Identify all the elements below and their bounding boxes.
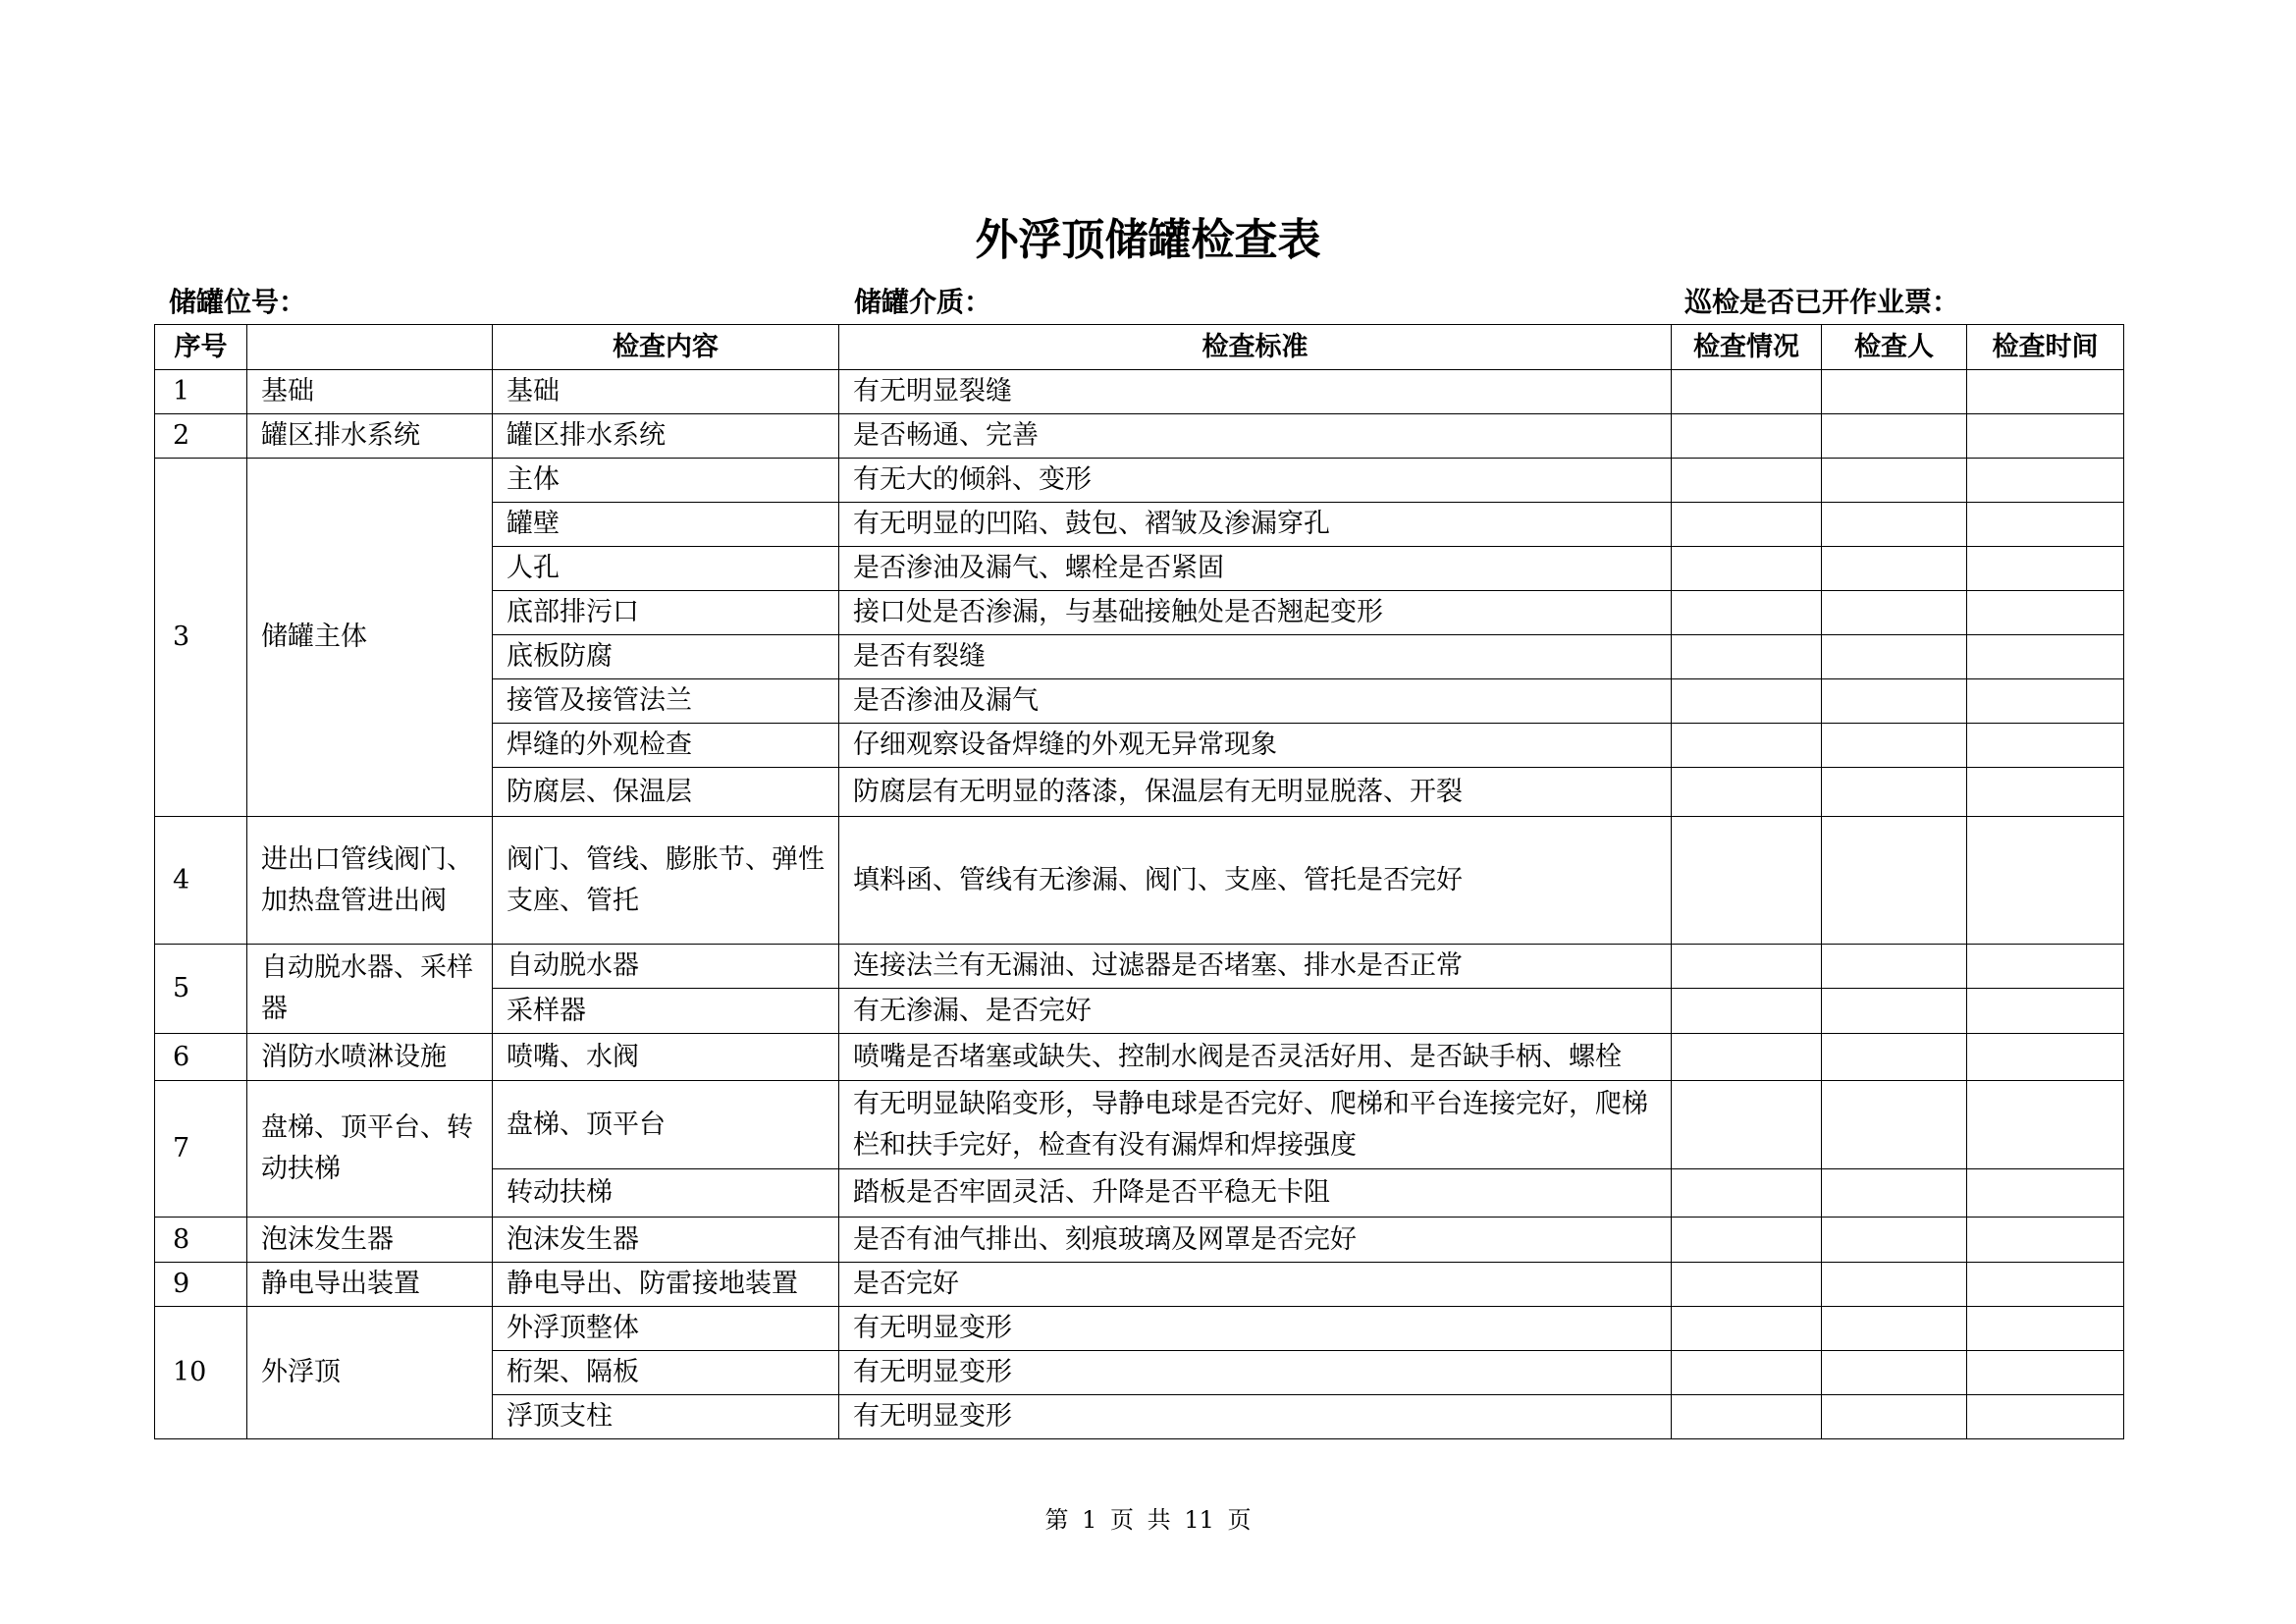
row-status-cell[interactable] (1672, 1351, 1822, 1395)
table-row (155, 459, 2124, 503)
row-item-cell: 进出口管线阀门、加热盘管进出阀 (247, 817, 493, 945)
row-inspector-cell[interactable] (1822, 945, 1967, 989)
row-content-cell: 阀门、管线、膨胀节、弹性支座、管托 (493, 817, 839, 945)
row-time-cell[interactable] (1967, 635, 2124, 679)
row-item-cell: 盘梯、顶平台、转动扶梯 (247, 1081, 493, 1218)
row-standard-cell: 有无明显变形 (839, 1351, 1672, 1395)
row-standard-cell: 防腐层有无明显的落漆，保温层有无明显脱落、开裂 (839, 768, 1672, 817)
row-standard-cell: 填料函、管线有无渗漏、阀门、支座、管托是否完好 (839, 817, 1672, 945)
row-time-cell[interactable] (1967, 503, 2124, 547)
row-content-cell: 浮顶支柱 (493, 1395, 839, 1439)
row-time-cell[interactable] (1967, 370, 2124, 414)
row-seq-cell: 6 (155, 1034, 247, 1081)
row-standard-cell: 有无渗漏、是否完好 (839, 989, 1672, 1034)
row-content-cell: 人孔 (493, 547, 839, 591)
row-status-cell[interactable] (1672, 945, 1822, 989)
row-content-cell: 底部排污口 (493, 591, 839, 635)
table-row (155, 1307, 2124, 1351)
row-inspector-cell[interactable] (1822, 414, 1967, 459)
row-inspector-cell[interactable] (1822, 989, 1967, 1034)
row-content-cell: 外浮顶整体 (493, 1307, 839, 1351)
row-standard-cell: 有无大的倾斜、变形 (839, 459, 1672, 503)
row-item-cell: 罐区排水系统 (247, 414, 493, 459)
row-standard-cell: 是否有裂缝 (839, 635, 1672, 679)
row-standard-cell: 接口处是否渗漏，与基础接触处是否翘起变形 (839, 591, 1672, 635)
row-inspector-cell[interactable] (1822, 1169, 1967, 1218)
row-status-cell[interactable] (1672, 547, 1822, 591)
row-item-cell: 储罐主体 (247, 459, 493, 817)
row-content-cell: 桁架、隔板 (493, 1351, 839, 1395)
row-inspector-cell[interactable] (1822, 1034, 1967, 1081)
row-time-cell[interactable] (1967, 414, 2124, 459)
row-status-cell[interactable] (1672, 1081, 1822, 1169)
row-status-cell[interactable] (1672, 503, 1822, 547)
page-number (0, 1500, 2296, 1540)
tank-medium-label: 储罐介质： (854, 286, 992, 318)
header-item (247, 325, 493, 370)
row-standard-cell: 连接法兰有无漏油、过滤器是否堵塞、排水是否正常 (839, 945, 1672, 989)
row-status-cell[interactable] (1672, 1034, 1822, 1081)
row-time-cell[interactable] (1967, 817, 2124, 945)
row-inspector-cell[interactable] (1822, 817, 1967, 945)
row-inspector-cell[interactable] (1822, 459, 1967, 503)
row-item-cell: 消防水喷淋设施 (247, 1034, 493, 1081)
row-item-cell: 泡沫发生器 (247, 1218, 493, 1263)
header-content: 检查内容 (493, 325, 839, 370)
row-status-cell[interactable] (1672, 1218, 1822, 1263)
row-standard-cell: 有无明显裂缝 (839, 370, 1672, 414)
row-status-cell[interactable] (1672, 1395, 1822, 1439)
row-content-cell: 基础 (493, 370, 839, 414)
row-seq-cell: 9 (155, 1263, 247, 1307)
row-content-cell: 喷嘴、水阀 (493, 1034, 839, 1081)
row-seq-cell: 7 (155, 1081, 247, 1218)
row-content-cell: 泡沫发生器 (493, 1218, 839, 1263)
table-row (155, 414, 2124, 459)
header-standard: 检查标准 (839, 325, 1672, 370)
row-standard-cell: 有无明显变形 (839, 1307, 1672, 1351)
row-content-cell: 焊缝的外观检查 (493, 724, 839, 768)
row-time-cell[interactable] (1967, 591, 2124, 635)
row-status-cell[interactable] (1672, 635, 1822, 679)
table-row (155, 1218, 2124, 1263)
row-inspector-cell[interactable] (1822, 1081, 1967, 1169)
pager-prefix: 第 (1044, 1506, 1069, 1534)
row-time-cell[interactable] (1967, 547, 2124, 591)
row-content-cell: 底板防腐 (493, 635, 839, 679)
tank-number-label: 储罐位号： (169, 286, 307, 318)
pager-suffix: 页 (1227, 1506, 1252, 1534)
row-content-cell: 罐区排水系统 (493, 414, 839, 459)
row-content-cell: 采样器 (493, 989, 839, 1034)
row-item-cell: 自动脱水器、采样器 (247, 945, 493, 1034)
row-inspector-cell[interactable] (1822, 1218, 1967, 1263)
row-seq-cell: 4 (155, 817, 247, 945)
row-time-cell[interactable] (1967, 1218, 2124, 1263)
row-standard-cell: 是否渗油及漏气 (839, 679, 1672, 724)
row-content-cell: 转动扶梯 (493, 1169, 839, 1218)
row-time-cell[interactable] (1967, 679, 2124, 724)
row-standard-cell: 是否畅通、完善 (839, 414, 1672, 459)
row-time-cell[interactable] (1967, 1351, 2124, 1395)
row-time-cell[interactable] (1967, 1034, 2124, 1081)
row-time-cell[interactable] (1967, 945, 2124, 989)
row-standard-cell: 有无明显缺陷变形，导静电球是否完好、爬梯和平台连接完好，爬梯栏和扶手完好，检查有没有漏焊和焊接强度 (839, 1081, 1672, 1169)
table-row (155, 945, 2124, 989)
row-seq-cell: 2 (155, 414, 247, 459)
row-status-cell[interactable] (1672, 768, 1822, 817)
row-content-cell: 罐壁 (493, 503, 839, 547)
row-inspector-cell[interactable] (1822, 635, 1967, 679)
row-inspector-cell[interactable] (1822, 503, 1967, 547)
row-time-cell[interactable] (1967, 1395, 2124, 1439)
page-title: 外浮顶储罐检查表 (975, 215, 1321, 265)
header-status: 检查情况 (1672, 325, 1822, 370)
pager-current: 1 (1082, 1506, 1097, 1534)
row-seq-cell: 10 (155, 1307, 247, 1439)
row-time-cell[interactable] (1967, 1307, 2124, 1351)
row-standard-cell: 喷嘴是否堵塞或缺失、控制水阀是否灵活好用、是否缺手柄、螺栓 (839, 1034, 1672, 1081)
row-standard-cell: 踏板是否牢固灵活、升降是否平稳无卡阻 (839, 1169, 1672, 1218)
table-body (155, 370, 2124, 1439)
row-seq-cell: 1 (155, 370, 247, 414)
inspection-table (154, 324, 2124, 1439)
row-inspector-cell[interactable] (1822, 1395, 1967, 1439)
row-content-cell: 接管及接管法兰 (493, 679, 839, 724)
table-row (155, 370, 2124, 414)
row-seq-cell: 8 (155, 1218, 247, 1263)
row-status-cell[interactable] (1672, 817, 1822, 945)
row-seq-cell: 5 (155, 945, 247, 1034)
row-time-cell[interactable] (1967, 768, 2124, 817)
header-time: 检查时间 (1967, 325, 2124, 370)
row-status-cell[interactable] (1672, 724, 1822, 768)
header-inspector: 检查人 (1822, 325, 1967, 370)
row-time-cell[interactable] (1967, 724, 2124, 768)
row-item-cell: 基础 (247, 370, 493, 414)
row-standard-cell: 是否渗油及漏气、螺栓是否紧固 (839, 547, 1672, 591)
row-standard-cell: 有无明显的凹陷、鼓包、褶皱及渗漏穿孔 (839, 503, 1672, 547)
pager-total: 11 (1184, 1506, 1214, 1534)
header-seq: 序号 (155, 325, 247, 370)
table-row (155, 1034, 2124, 1081)
row-time-cell[interactable] (1967, 1263, 2124, 1307)
table-row (155, 817, 2124, 945)
row-time-cell[interactable] (1967, 1081, 2124, 1169)
row-status-cell[interactable] (1672, 1263, 1822, 1307)
row-status-cell[interactable] (1672, 414, 1822, 459)
row-time-cell[interactable] (1967, 459, 2124, 503)
row-inspector-cell[interactable] (1822, 1263, 1967, 1307)
row-seq-cell: 3 (155, 459, 247, 817)
row-inspector-cell[interactable] (1822, 370, 1967, 414)
row-status-cell[interactable] (1672, 679, 1822, 724)
row-status-cell[interactable] (1672, 459, 1822, 503)
row-status-cell[interactable] (1672, 1307, 1822, 1351)
row-item-cell: 静电导出装置 (247, 1263, 493, 1307)
table-row (155, 1081, 2124, 1169)
row-inspector-cell[interactable] (1822, 1307, 1967, 1351)
row-content-cell: 盘梯、顶平台 (493, 1081, 839, 1169)
row-standard-cell: 有无明显变形 (839, 1395, 1672, 1439)
row-standard-cell: 仔细观察设备焊缝的外观无异常现象 (839, 724, 1672, 768)
row-inspector-cell[interactable] (1822, 724, 1967, 768)
row-inspector-cell[interactable] (1822, 768, 1967, 817)
row-inspector-cell[interactable] (1822, 679, 1967, 724)
row-time-cell[interactable] (1967, 989, 2124, 1034)
table-header-row (155, 325, 2124, 370)
row-content-cell: 静电导出、防雷接地装置 (493, 1263, 839, 1307)
row-content-cell: 主体 (493, 459, 839, 503)
row-standard-cell: 是否完好 (839, 1263, 1672, 1307)
row-item-cell: 外浮顶 (247, 1307, 493, 1439)
row-inspector-cell[interactable] (1822, 591, 1967, 635)
row-status-cell[interactable] (1672, 1169, 1822, 1218)
row-inspector-cell[interactable] (1822, 547, 1967, 591)
row-status-cell[interactable] (1672, 989, 1822, 1034)
row-content-cell: 防腐层、保温层 (493, 768, 839, 817)
row-time-cell[interactable] (1967, 1169, 2124, 1218)
row-status-cell[interactable] (1672, 591, 1822, 635)
table-row (155, 1263, 2124, 1307)
pager-mid: 页 共 (1110, 1506, 1171, 1534)
row-standard-cell: 是否有油气排出、刻痕玻璃及网罩是否完好 (839, 1218, 1672, 1263)
row-inspector-cell[interactable] (1822, 1351, 1967, 1395)
row-content-cell: 自动脱水器 (493, 945, 839, 989)
row-status-cell[interactable] (1672, 370, 1822, 414)
work-permit-label: 巡检是否已开作业票： (1684, 286, 1960, 318)
